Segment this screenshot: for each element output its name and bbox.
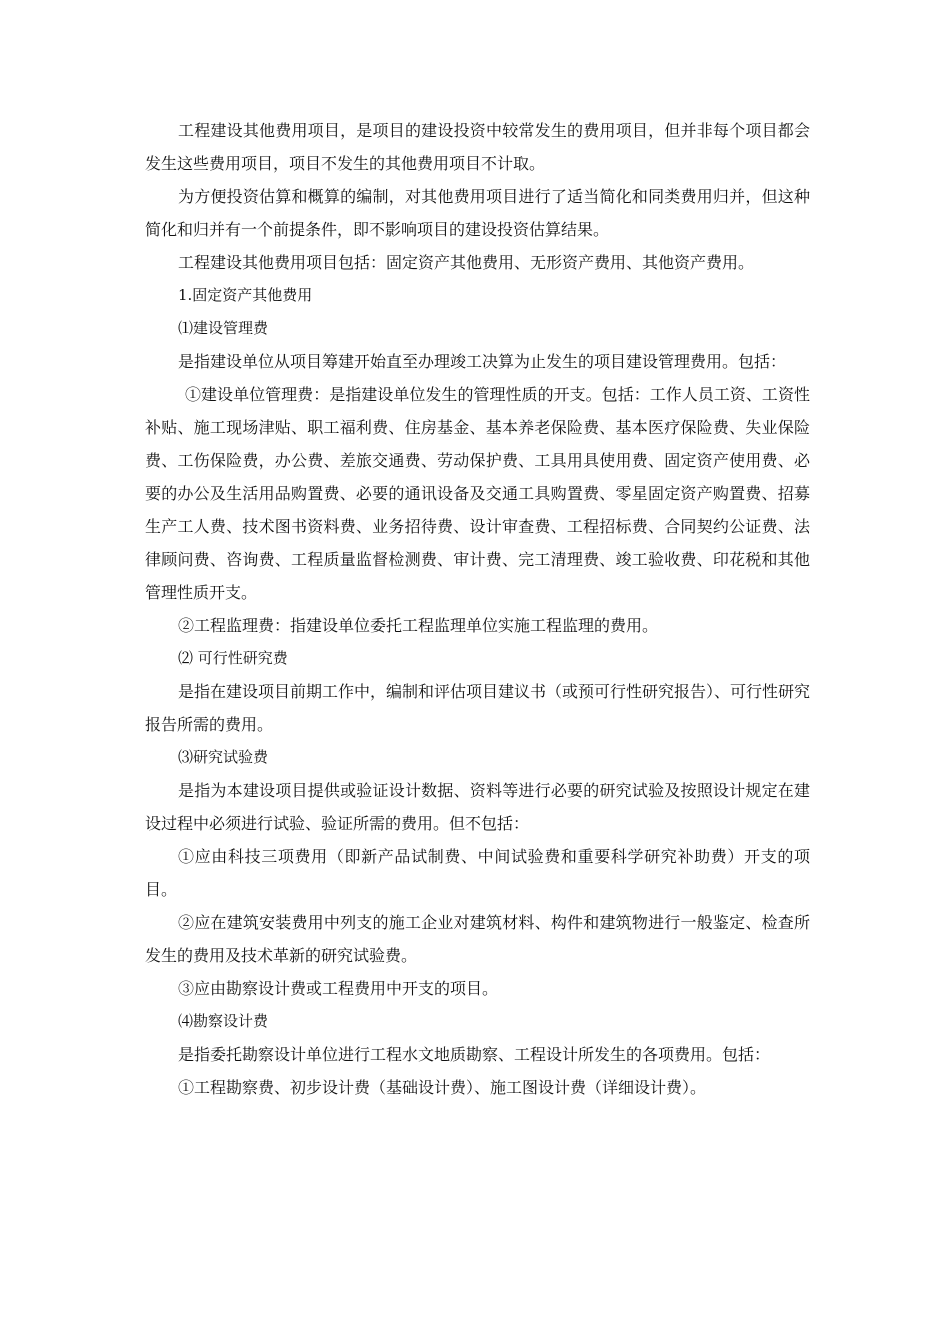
paragraph-exclusion-3: ③应由勘察设计费或工程费用中开支的项目。 bbox=[178, 979, 499, 998]
paragraph-feasibility-definition: 是指在建设项目前期工作中，编制和评估项目建议书（或预可行性研究报告）、可行性研究报告所需的费用。 bbox=[145, 682, 811, 734]
paragraph-simplification: 为方便投资估算和概算的编制，对其他费用项目进行了适当简化和同类费用归并，但这种简化和归并有一个前提条件，即不影响项目的建设投资估算结果。 bbox=[145, 187, 810, 239]
document-page bbox=[145, 114, 810, 1104]
heading-feasibility-study-fee: ⑵ 可行性研究费 bbox=[178, 649, 288, 667]
heading-construction-management-fee: ⑴建设管理费 bbox=[178, 319, 269, 337]
paragraph-exclusion-2: ②应在建筑安装费用中列支的施工企业对建筑材料、构件和建筑物进行一般鉴定、检查所发生的费用及技术革新的研究试验费。 bbox=[145, 913, 810, 965]
paragraph-survey-items: ①工程勘察费、初步设计费（基础设计费）、施工图设计费（详细设计费）。 bbox=[178, 1078, 707, 1097]
paragraph-intro: 工程建设其他费用项目，是项目的建设投资中较常发生的费用项目，但并非每个项目都会发生这些费用项目，项目不发生的其他费用项目不计取。 bbox=[145, 121, 810, 173]
paragraph-research-definition: 是指为本建设项目提供或验证设计数据、资料等进行必要的研究试验及按照设计规定在建设过程中必须进行试验、验证所需的费用。但不包括： bbox=[145, 781, 810, 833]
paragraph-survey-definition: 是指委托勘察设计单位进行工程水文地质勘察、工程设计所发生的各项费用。包括： bbox=[178, 1045, 771, 1064]
heading-fixed-asset-other-fees: 1.固定资产其他费用 bbox=[178, 286, 313, 304]
paragraph-categories: 工程建设其他费用项目包括：固定资产其他费用、无形资产费用、其他资产费用。 bbox=[178, 253, 755, 272]
paragraph-construction-management-definition: 是指建设单位从项目筹建开始直至办理竣工决算为止发生的项目建设管理费用。包括： bbox=[178, 352, 787, 371]
paragraph-exclusion-1: ①应由科技三项费用（即新产品试制费、中间试验费和重要科学研究补助费）开支的项目。 bbox=[145, 847, 810, 899]
heading-research-test-fee: ⑶研究试验费 bbox=[178, 748, 269, 766]
paragraph-supervision-fee: ②工程监理费：指建设单位委托工程监理单位实施工程监理的费用。 bbox=[178, 616, 659, 635]
heading-survey-design-fee: ⑷勘察设计费 bbox=[178, 1012, 269, 1030]
paragraph-owner-management-fee: ①建设单位管理费：是指建设单位发生的管理性质的开支。包括：工作人员工资、工资性补贴、施工现场津贴、职工福利费、住房基金、基本养老保险费、基本医疗保险费、失业保险费、工伤保险费，办公费、差旅交通费、劳动保护费、工具用具使用费、固定资产使用费、必要的办公及生活用品购置费、必要的通讯设备及交通工具购置费、零星固定资产购置费、招募生产工人费、技术图书资料费、业务招待费、设计审查费、工程招标费、合同契约公证费、法律顾问费、咨询费、工程质量监督检测费、审计费、完工清理费、竣工验收费、印花税和其他管理性质开支。 bbox=[145, 385, 810, 602]
